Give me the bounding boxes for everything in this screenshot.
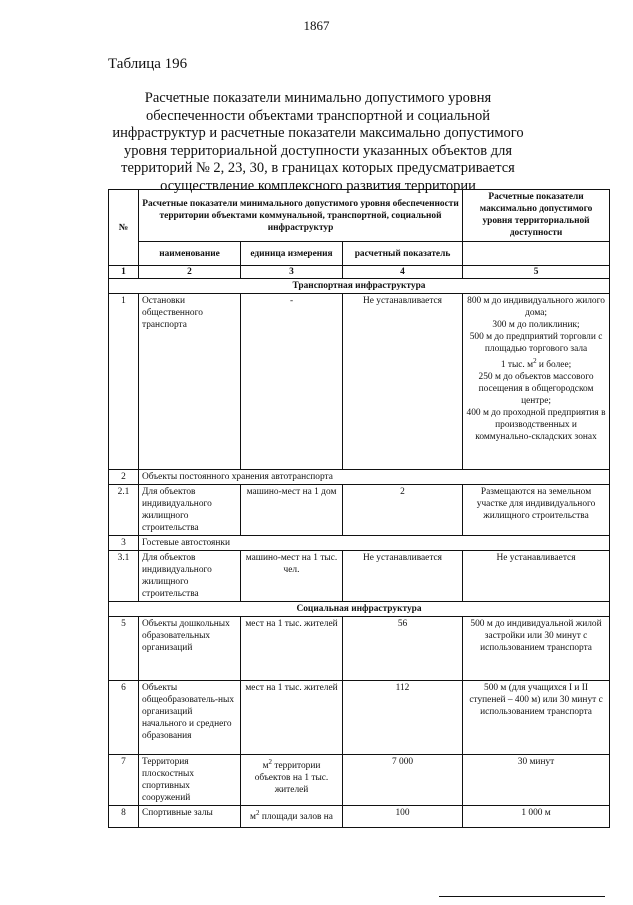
section-row-social [109,602,610,617]
table-row [109,617,610,681]
header-col-value: расчетный показатель [343,242,463,266]
row-num: 2.1 [109,485,139,536]
access-line: 250 м до объектов массового посещения в общегородском центре; [478,372,594,406]
row-value: Не устанавливается [343,551,463,602]
header-num: № [109,190,139,266]
access-line: 800 м до индивидуального жилого дома; [467,296,605,318]
header-col-name: наименование [139,242,241,266]
row-num: 5 [109,617,139,681]
section-title-transport: Транспортная инфраструктура [109,279,610,294]
row-access: 1 000 м [463,806,610,828]
header-group-min: Расчетные показатели минимального допустимого уровня обеспеченности территории объектами коммунальной, транспортной, социальной инфраструктур [139,190,463,242]
row-name: Территория плоскостных спортивных сооружений [139,755,241,806]
row-value: 100 [343,806,463,828]
unit-post: территории объектов на 1 тыс. жителей [254,761,329,795]
row-value: Не устанавливается [343,294,463,470]
section-title-social: Социальная инфраструктура [109,602,610,617]
unit-post: площади залов на [259,812,333,822]
row-access: Размещаются на земельном участке для индивидуального жилищного строительства [463,485,610,536]
row-unit: машино-мест на 1 тыс. чел. [241,551,343,602]
row-name: Объекты дошкольных образовательных организаций [139,617,241,681]
index-cell: 5 [463,266,610,279]
group-row [109,470,610,485]
table-row [109,681,610,755]
index-cell: 2 [139,266,241,279]
index-cell: 4 [343,266,463,279]
header-col-empty [463,242,610,266]
row-num: 7 [109,755,139,806]
row-access [463,294,610,470]
indicators-table [108,189,610,828]
access-area-pre: 1 тыс. м [500,360,534,370]
unit-sup: 2 [255,809,260,817]
row-value: 56 [343,617,463,681]
table-label: Таблица 196 [108,56,188,72]
row-value: 112 [343,681,463,755]
header-col-unit: единица измерения [241,242,343,266]
access-area-post: и более; [536,360,572,370]
unit-pre: м [250,812,256,822]
access-line: 300 м до поликлиник; [492,320,580,330]
row-unit: - [241,294,343,470]
row-name: Остановки общественного транспорта [139,294,241,470]
group-title: Гостевые автостоянки [139,536,610,551]
table-row [109,806,610,828]
row-num: 8 [109,806,139,828]
row-unit: машино-мест на 1 дом [241,485,343,536]
row-value: 2 [343,485,463,536]
table-title: Расчетные показатели минимально допустимого уровня обеспеченности объектами транспортной и социальной инфраструктур и расчетные показатели максимально допустимого уровня территориальной доступности указанных объектов для территорий № 2, 23, 30, в границах которых предусматривается осуществление комплексного развития территории [112,90,524,194]
row-name: Для объектов индивидуального жилищного строительства [139,551,241,602]
index-cell: 1 [109,266,139,279]
index-row [109,266,610,279]
page-number: 1867 [303,18,330,33]
row-access: 500 м до индивидуальной жилой застройки или 30 минут с использованием транспорта [463,617,610,681]
row-num: 2 [109,470,139,485]
row-access: 30 минут [463,755,610,806]
access-line: 400 м до проходной предприятия в производственных и коммунально-складских зонах [466,408,606,442]
access-area-sup: 2 [533,357,537,365]
row-unit [241,806,343,828]
row-name: Спортивные залы [139,806,241,828]
table-row [109,755,610,806]
header-subrow [109,242,610,266]
access-line: 500 м до предприятий торговли с площадью торгового зала [469,332,603,354]
table-row [109,485,610,536]
row-name: Объекты общеобразователь-ных организаций начального и среднего образования [139,681,241,755]
row-access: Не устанавливается [463,551,610,602]
row-num: 3 [109,536,139,551]
section-row-transport [109,279,610,294]
row-num: 1 [109,294,139,470]
row-num: 3.1 [109,551,139,602]
group-row [109,536,610,551]
row-unit: мест на 1 тыс. жителей [241,681,343,755]
access-line-area [466,355,606,371]
row-value: 7 000 [343,755,463,806]
row-unit [241,755,343,806]
row-num: 6 [109,681,139,755]
row-access: 500 м (для учащихся I и II ступеней – 400 м) или 30 минут с использованием транспорта [463,681,610,755]
header-group-max: Расчетные показатели максимально допустимого уровня территориальной доступности [463,190,610,242]
header-row [109,190,610,242]
row-unit: мест на 1 тыс. жителей [241,617,343,681]
index-cell: 3 [241,266,343,279]
footer-rule [439,896,605,897]
unit-pre: м [262,761,269,771]
group-title: Объекты постоянного хранения автотранспорта [139,470,610,485]
table-row [109,551,610,602]
table-row [109,294,610,470]
row-name: Для объектов индивидуального жилищного строительства [139,485,241,536]
unit-sup: 2 [268,758,273,766]
